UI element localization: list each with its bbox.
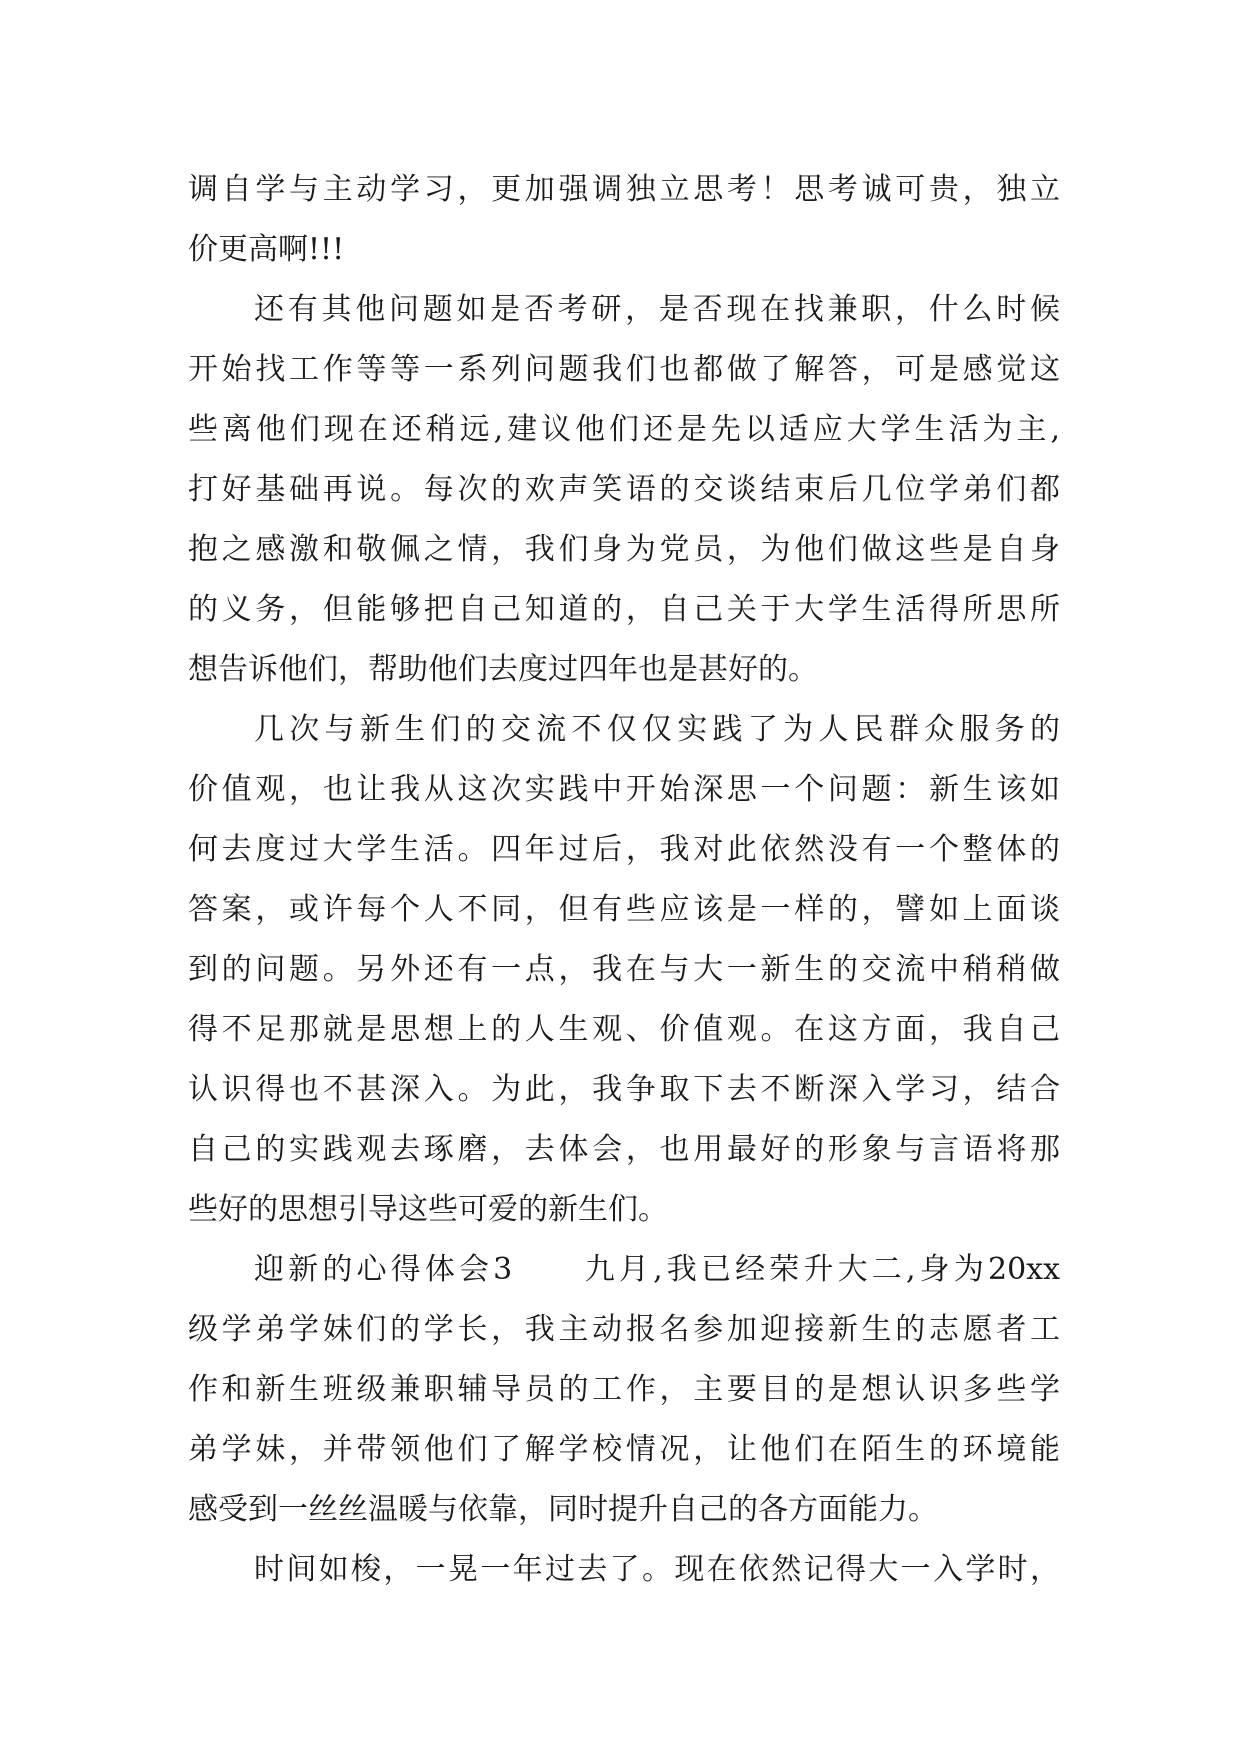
text-line: 想告诉他们，帮助他们去度过四年也是甚好的。: [188, 652, 818, 687]
text-line: 得不足那就是思想上的人生观、价值观。在这方面，我自己: [188, 1012, 1060, 1047]
text-line: 认识得也不甚深入。为此，我争取下去不断深入学习，结合: [188, 1072, 1060, 1107]
text-line: 打好基础再说。每次的欢声笑语的交谈结束后几位学弟们都: [188, 472, 1060, 507]
text-line: 作和新生班级兼职辅导员的工作，主要目的是想认识多些学: [188, 1372, 1060, 1407]
document-body: [188, 160, 1060, 1600]
text-line: 何去度过大学生活。四年过后，我对此依然没有一个整体的: [188, 832, 1060, 867]
text-line: 调自学与主动学习，更加强调独立思考！思考诚可贵，独立: [188, 172, 1060, 207]
text-line: 弟学妹，并带领他们了解学校情况，让他们在陌生的环境能: [188, 1432, 1060, 1467]
text-line: 答案，或许每个人不同，但有些应该是一样的，譬如上面谈: [188, 892, 1060, 927]
text-line: 抱之感激和敬佩之情，我们身为党员，为他们做这些是自身: [188, 532, 1060, 567]
text-line: 到的问题。另外还有一点，我在与大一新生的交流中稍稍做: [188, 952, 1060, 987]
text-line: 价值观，也让我从这次实践中开始深思一个问题：新生该如: [188, 772, 1060, 807]
text-line: 价更高啊!!!: [188, 232, 345, 267]
text-line: 些好的思想引导这些可爱的新生们。: [188, 1192, 668, 1227]
text-line: 的义务，但能够把自己知道的，自己关于大学生活得所思所: [188, 592, 1060, 627]
text-line: 开始找工作等等一系列问题我们也都做了解答，可是感觉这: [188, 352, 1060, 387]
text-line: 些离他们现在还稍远,建议他们还是先以适应大学生活为主,: [188, 412, 1060, 447]
text-line: 几次与新生们的交流不仅仅实践了为人民群众服务的: [254, 712, 1060, 747]
text-line: 感受到一丝丝温暖与依靠，同时提升自己的各方面能力。: [188, 1492, 938, 1527]
text-line: 迎新的心得体会3 九月,我已经荣升大二,身为20xx: [254, 1252, 1060, 1287]
text-line: 级学弟学妹们的学长，我主动报名参加迎接新生的志愿者工: [188, 1312, 1060, 1347]
text-line: 时间如梭，一晃一年过去了。现在依然记得大一入学时，: [254, 1552, 1060, 1587]
text-line: 自己的实践观去琢磨，去体会，也用最好的形象与言语将那: [188, 1132, 1060, 1167]
text-line: 还有其他问题如是否考研，是否现在找兼职，什么时候: [254, 292, 1060, 327]
